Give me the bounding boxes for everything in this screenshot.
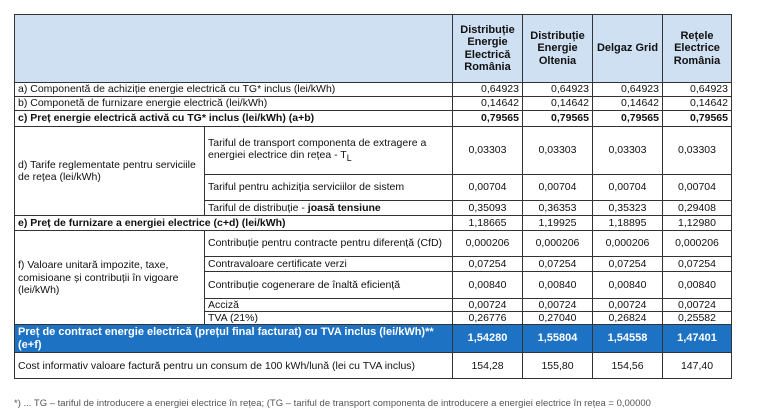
- row-f1-value: 0,000206: [663, 231, 732, 257]
- row-d2-value: 0,00704: [663, 175, 732, 201]
- row-f4-value: 0,00724: [663, 299, 732, 312]
- row-f-label: f) Valoare unitară impozite, taxe, comisioane și contribuții în vigoare (lei/kWh): [15, 231, 205, 325]
- row-f4-value: 0,00724: [453, 299, 523, 312]
- header-rer: Rețele Electrice România: [663, 15, 732, 83]
- row-f2-label: Contravaloare certificate verzi: [205, 257, 453, 272]
- row-b-value: 0,14642: [523, 97, 593, 111]
- row-d1-text: Tariful de transport componenta de extragere a energiei electrice din rețea - T: [208, 137, 427, 162]
- row-e-value: 1,18895: [593, 216, 663, 231]
- row-d1-value: 0,03303: [453, 127, 523, 175]
- row-f2-value: 0,07254: [523, 257, 593, 272]
- row-d1-value: 0,03303: [523, 127, 593, 175]
- row-final-value: 1,47401: [663, 325, 732, 353]
- row-a-label: a) Componentă de achiziție energie electrică cu TG* inclus (lei/kWh): [15, 83, 453, 97]
- row-f1-label: Contribuție pentru contracte pentru diferență (CfD): [205, 231, 453, 257]
- row-cost-value: 155,80: [523, 353, 593, 379]
- row-final-value: 1,54558: [593, 325, 663, 353]
- row-f3-value: 0,00840: [453, 272, 523, 299]
- row-final-value: 1,54280: [453, 325, 523, 353]
- row-f5-value: 0,26824: [593, 312, 663, 325]
- row-f3-label: Contribuție cogenerare de înaltă eficiență: [205, 272, 453, 299]
- row-informative-cost: [15, 353, 732, 379]
- row-final-label: Preț de contract energie electrică (prețul final facturat) cu TVA inclus (lei/kWh)** (e+f): [15, 325, 453, 353]
- row-b: [15, 97, 732, 111]
- header-oltenia: Distribuție Energie Oltenia: [523, 15, 593, 83]
- row-f4-label: Acciză: [205, 299, 453, 312]
- row-b-value: 0,14642: [593, 97, 663, 111]
- row-d1-label: [205, 127, 453, 175]
- tariff-comparison-table: [14, 14, 732, 379]
- row-a: [15, 83, 732, 97]
- row-c-value: 0,79565: [523, 111, 593, 127]
- row-d2-value: 0,00704: [453, 175, 523, 201]
- row-b-value: 0,14642: [663, 97, 732, 111]
- row-a-value: 0,64923: [593, 83, 663, 97]
- row-final-value: 1,55804: [523, 325, 593, 353]
- row-f3-value: 0,00840: [523, 272, 593, 299]
- row-e-label: e) Preț de furnizare a energiei electrice (c+d) (lei/kWh): [15, 216, 453, 231]
- row-cost-value: 147,40: [663, 353, 732, 379]
- row-d3-bold: joasă tensiune: [307, 201, 381, 214]
- row-d1: [15, 127, 732, 175]
- table-header-row: [15, 15, 732, 83]
- row-d3-value: 0,29408: [663, 201, 732, 216]
- row-f5-value: 0,27040: [523, 312, 593, 325]
- row-b-label: b) Componetă de furnizare energie electrică (lei/kWh): [15, 97, 453, 111]
- row-a-value: 0,64923: [523, 83, 593, 97]
- row-d-label: d) Tarife reglementate pentru serviciile de rețea (lei/kWh): [15, 127, 205, 216]
- row-d1-value: 0,03303: [593, 127, 663, 175]
- header-blank-cell: [15, 15, 453, 83]
- row-d2-value: 0,00704: [593, 175, 663, 201]
- row-final-price: [15, 325, 732, 353]
- row-f2-value: 0,07254: [663, 257, 732, 272]
- row-c-value: 0,79565: [593, 111, 663, 127]
- row-f1-value: 0,000206: [523, 231, 593, 257]
- row-e: [15, 216, 732, 231]
- row-c: [15, 111, 732, 127]
- row-b-value: 0,14642: [453, 97, 523, 111]
- row-c-label: c) Preț energie electrică activă cu TG* inclus (lei/kWh) (a+b): [15, 111, 453, 127]
- row-f5-value: 0,26776: [453, 312, 523, 325]
- row-f3-value: 0,00840: [663, 272, 732, 299]
- row-e-value: 1,12980: [663, 216, 732, 231]
- row-c-value: 0,79565: [663, 111, 732, 127]
- row-c-value: 0,79565: [453, 111, 523, 127]
- row-cost-label: Cost informativ valoare factură pentru un consum de 100 kWh/lună (lei cu TVA inclus): [15, 353, 453, 379]
- row-d3-label: [205, 201, 453, 216]
- row-f2-value: 0,07254: [453, 257, 523, 272]
- footnote: *) ... TG – tariful de introducere a energiei electrice în rețea; (TG – tariful de transport componenta de introducere a energiei electrice în rețea = 0,00000: [14, 398, 651, 409]
- row-e-value: 1,18665: [453, 216, 523, 231]
- row-d3-value: 0,35093: [453, 201, 523, 216]
- row-cost-value: 154,28: [453, 353, 523, 379]
- row-f5-value: 0,25582: [663, 312, 732, 325]
- row-d2-label: Tariful pentru achiziția serviciilor de sistem: [205, 175, 453, 201]
- row-a-value: 0,64923: [663, 83, 732, 97]
- row-cost-value: 154,56: [593, 353, 663, 379]
- row-d1-value: 0,03303: [663, 127, 732, 175]
- row-f3-value: 0,00840: [593, 272, 663, 299]
- row-e-value: 1,19925: [523, 216, 593, 231]
- row-d3-value: 0,35323: [593, 201, 663, 216]
- header-delgaz: Delgaz Grid: [593, 15, 663, 83]
- header-deer: Distribuție Energie Electrică România: [453, 15, 523, 83]
- row-d1-subscript: L: [346, 153, 352, 164]
- row-f1: [15, 231, 732, 257]
- row-f2-value: 0,07254: [593, 257, 663, 272]
- row-f4-value: 0,00724: [523, 299, 593, 312]
- row-d2-value: 0,00704: [523, 175, 593, 201]
- row-f4-value: 0,00724: [593, 299, 663, 312]
- row-d3-value: 0,36353: [523, 201, 593, 216]
- row-f1-value: 0,000206: [593, 231, 663, 257]
- row-d3-text: Tariful de distribuție -: [208, 201, 308, 214]
- row-a-value: 0,64923: [453, 83, 523, 97]
- row-f5-label: TVA (21%): [205, 312, 453, 325]
- row-f1-value: 0,000206: [453, 231, 523, 257]
